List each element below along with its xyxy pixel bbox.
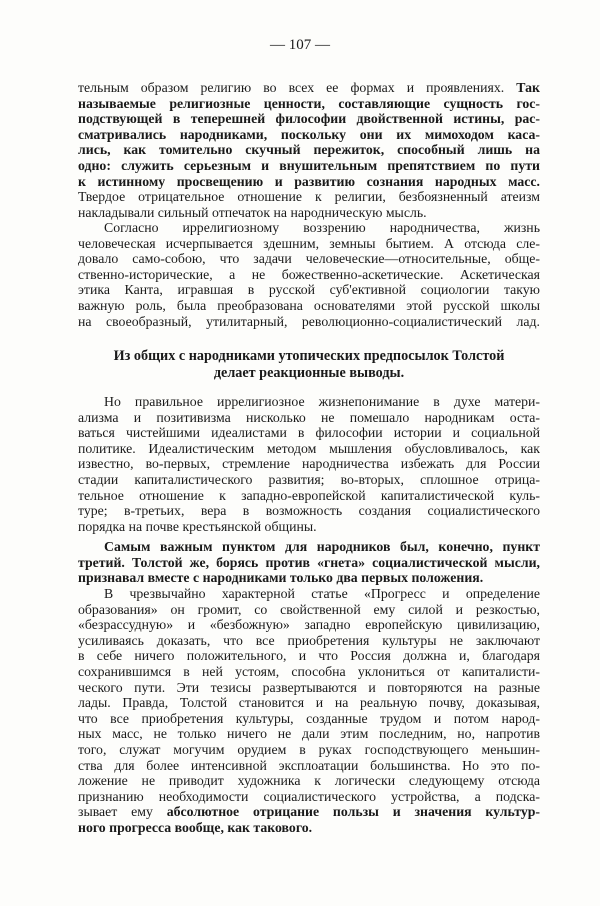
text-line bbox=[78, 789, 540, 805]
text: ных масс, не только ничего не дали этим последним, но, напротив bbox=[78, 726, 540, 742]
text: порядка на почве крестьянской общины. bbox=[78, 518, 317, 534]
text: тельное отношение к западно-европейской капиталистической куль- bbox=[78, 487, 540, 503]
text-line bbox=[78, 205, 540, 221]
text: образования» он громит, со свойственной ему силой и резкостью, bbox=[78, 601, 540, 617]
text-line bbox=[78, 236, 540, 252]
text-line bbox=[78, 394, 540, 410]
text: что все приобретения культуры, созданные трудом и потом народ- bbox=[78, 710, 540, 726]
text-line bbox=[78, 570, 540, 586]
text-line bbox=[78, 174, 540, 190]
text-line bbox=[78, 267, 540, 283]
text-line bbox=[78, 366, 540, 383]
text-line bbox=[78, 586, 540, 602]
paragraph-irreligious-view bbox=[78, 220, 540, 329]
text: того, служат могучим орудием в руках господствующего меньшин- bbox=[78, 741, 540, 757]
text: сохранившимся в ней устоям, способна уклониться от капиталисти- bbox=[78, 663, 540, 679]
text: стадии капиталистического развития; во-вторых, сплошное отрица- bbox=[78, 471, 540, 487]
text: делает реакционные выводы. bbox=[213, 364, 405, 381]
text: известно, во-первых, стремление народничества избежать для России bbox=[78, 456, 540, 472]
section-heading bbox=[78, 349, 540, 382]
bold-text: лись, как томительно скучный пережиток, способный лишь на bbox=[78, 142, 540, 158]
text: важную роль, была преобразована основателями этой русской школы bbox=[78, 297, 540, 313]
text-line bbox=[78, 773, 540, 789]
text: В чрезвычайно характерной статье «Прогресс и определение bbox=[104, 586, 540, 601]
text-line bbox=[78, 742, 540, 758]
text-line bbox=[78, 142, 540, 158]
text-line bbox=[78, 503, 540, 519]
paragraph-third-point bbox=[78, 539, 540, 586]
text-line bbox=[78, 488, 540, 504]
text-line bbox=[78, 425, 540, 441]
text: политике. Идеалистическим методом мышления обусловливалось, как bbox=[78, 440, 540, 456]
text-line bbox=[78, 648, 540, 664]
text: Твердое отрицательное отношение к религии, безбоязненный атеизм bbox=[78, 189, 540, 205]
bold-text: к истинному просвещению и развитию сознания народных масс. bbox=[78, 173, 540, 189]
text-line bbox=[78, 664, 540, 680]
text: Из общих с народниками утопических предпосылок Толстой bbox=[113, 348, 505, 364]
text-line bbox=[78, 410, 540, 426]
text-line bbox=[78, 282, 540, 298]
text-line bbox=[78, 539, 540, 555]
text-line bbox=[78, 695, 540, 711]
text: тельным образом религию во всех ее формах и проявлениях. bbox=[78, 80, 517, 95]
text-line bbox=[78, 820, 540, 836]
paragraph-religion bbox=[78, 80, 540, 220]
text-line bbox=[78, 456, 540, 472]
text-line bbox=[78, 804, 540, 820]
text: зывает ему bbox=[78, 804, 167, 820]
text-line bbox=[78, 111, 540, 127]
text-line bbox=[78, 555, 540, 571]
bold-text: абсолютное отрицание пользы и значения культур- bbox=[166, 804, 540, 820]
text-line bbox=[78, 711, 540, 727]
text-line bbox=[78, 96, 540, 112]
text-line bbox=[78, 472, 540, 488]
text-line bbox=[78, 349, 540, 366]
bold-text: Самым важным пунктом для народников был, конечно, пункт bbox=[104, 539, 540, 554]
text-line bbox=[78, 519, 540, 535]
paragraph-idealism bbox=[78, 394, 540, 534]
text-line bbox=[78, 633, 540, 649]
text-line bbox=[78, 726, 540, 742]
text: этика Канта, игравшая в русской суб'ективной социологии такую bbox=[78, 282, 540, 298]
text: в себе ничего положительного, и что Россия должна и, благодаря bbox=[78, 648, 540, 664]
text: ложение не приводит художника к логически следующему отсюда bbox=[78, 773, 540, 789]
text: Но правильное иррелигиозное жизнепонимание в духе матери- bbox=[104, 394, 540, 409]
text: ческого пути. Эти тезисы развертываются и повторяются на разные bbox=[78, 679, 540, 695]
text: лады. Правда, Толстой становится и на реальную почву, доказывая, bbox=[78, 695, 540, 711]
paragraph-progress-article bbox=[78, 586, 540, 836]
bold-text: ного прогресса вообще, как такового. bbox=[78, 819, 313, 835]
text: накладывали сильный отпечаток на народническую мысль. bbox=[78, 204, 427, 220]
bold-text: называемые религиозные ценности, составляющие сущность гос- bbox=[78, 95, 540, 111]
text: человеческая исчерпывается здешним, земныы бытием. А отсюда сле- bbox=[78, 235, 540, 251]
text: ализма и позитивизма нисколько не помешало народникам оста- bbox=[78, 409, 540, 425]
text-line bbox=[78, 617, 540, 633]
text-line bbox=[78, 758, 540, 774]
bold-text: Так bbox=[516, 80, 540, 95]
text-line bbox=[78, 80, 540, 96]
text-line bbox=[78, 127, 540, 143]
text-line bbox=[78, 189, 540, 205]
bold-text: признавал вместе с народниками только два первых положения. bbox=[78, 570, 484, 586]
text: Согласно иррелигиозному воззрению народничества, жизнь bbox=[104, 220, 540, 235]
text: ства для более интенсивной эксплоатации большинства. Но это по- bbox=[78, 757, 540, 773]
text-line bbox=[78, 441, 540, 457]
text-line bbox=[78, 298, 540, 314]
text: довало само-собою, что задачи человеческие—относительные, обще- bbox=[78, 251, 540, 267]
text: ваться чистейшими идеалистами в философии истории и социальной bbox=[78, 425, 540, 441]
text: усиливаясь доказать, что все приобретения культуры не заключают bbox=[78, 632, 540, 648]
text: на своеобразный, утилитарный, революционно-социалистический лад. bbox=[78, 313, 540, 329]
text-line bbox=[78, 220, 540, 236]
text-line bbox=[78, 602, 540, 618]
text: «безрассудную» и «безбожную» западно европейскую цивилизацию, bbox=[78, 617, 540, 633]
text: признанию необходимости социалистического устройства, а подска- bbox=[78, 788, 540, 804]
bold-text: третий. Толстой же, борясь против «гнета» социалистической мысли, bbox=[78, 554, 540, 570]
text-line bbox=[78, 314, 540, 330]
page-number: — 107 — bbox=[270, 37, 330, 53]
text-line bbox=[78, 251, 540, 267]
text: ственно-исторические, а не божественно-аскетические. Аскетическая bbox=[78, 266, 540, 282]
text-line bbox=[78, 680, 540, 696]
bold-text: одно: служить серьезным и внушительным препятствием по пути bbox=[78, 157, 540, 173]
text: туре; в-третьих, вера в возможность создания социалистического bbox=[78, 503, 540, 519]
bold-text: сматривались народниками, поскольку они их мимоходом каса- bbox=[78, 126, 540, 142]
text-line bbox=[78, 158, 540, 174]
bold-text: подствующей в теперешней философии двойственной истины, рас- bbox=[78, 111, 540, 127]
